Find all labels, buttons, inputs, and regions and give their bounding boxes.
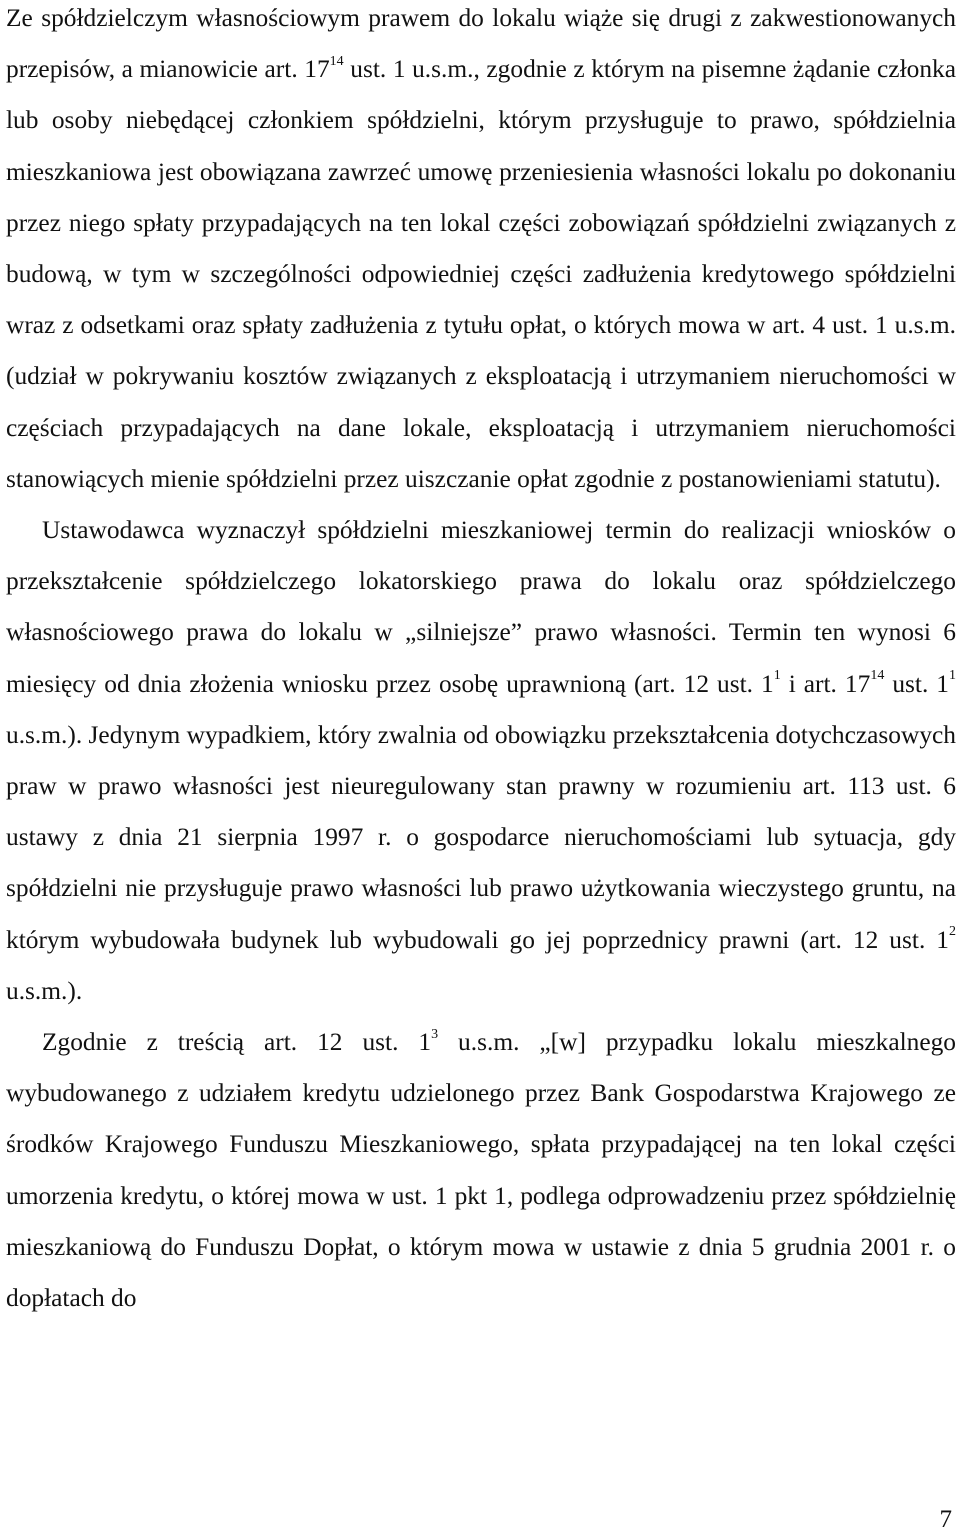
paragraph-2-text-2: i art. 17 bbox=[780, 669, 871, 698]
paragraph-2-text-4: u.s.m.). Jedynym wypadkiem, który zwalnia od obowiązku przekształcenia dotychczasowych praw w prawo własności jest nieuregulowany stan prawny w rozumieniu art. 113 ust. 6 ustawy z dnia 21 sierpnia 1997 r. o gospodarce nieruchomościami lub sytuacja, gdy spółdzielni nie przysługuje prawo własności lub prawo użytkowania wieczystego gruntu, na którym wybudowała budynek lub wybudowali go jej poprzednicy prawni (art. 12 ust. 1 bbox=[6, 720, 956, 954]
paragraph-2-text-5: u.s.m.). bbox=[6, 976, 83, 1005]
paragraph-3 bbox=[6, 1017, 956, 1324]
paragraph-1 bbox=[6, 0, 956, 505]
paragraph-2-text-1: Ustawodawca wyznaczył spółdzielni mieszkaniowej termin do realizacji wniosków o przekształcenie spółdzielczego lokatorskiego prawa do lokalu oraz spółdzielczego własnościowego prawa do lokalu w „silniejsze” prawo własności. Termin ten wynosi 6 miesięcy od dnia złożenia wniosku przez osobę uprawnioną (art. 12 ust. 1 bbox=[6, 516, 956, 698]
page-number: 7 bbox=[939, 1506, 952, 1533]
superscript: 2 bbox=[949, 924, 956, 940]
paragraph-3-text-2: u.s.m. „[w] przypadku lokalu mieszkalnego wybudowanego z udziałem kredytu udzielonego przez Bank Gospodarstwa Krajowego ze środków Krajowego Funduszu Mieszkaniowego, spłata przypadającej na ten lokal części umorzenia kredytu, o której mowa w ust. 1 pkt 1, podlega odprowadzeniu przez spółdzielnię mieszkaniową do Funduszu Dopłat, o którym mowa w ustawie z dnia 5 grudnia 2001 r. o dopłatach do bbox=[6, 1028, 957, 1313]
superscript: 1 bbox=[773, 668, 781, 684]
paragraph-3-text-1: Zgodnie z treścią art. 12 ust. 1 bbox=[42, 1028, 432, 1057]
paragraph-1-text-2: ust. 1 u.s.m., zgodnie z którym na pisemne żądanie członka lub osoby niebędącej członkiem spółdzielni, którym przysługuje to prawo, spółdzielnia mieszkaniowa jest obowiązana zawrzeć umowę przeniesienia własności lokalu po dokonaniu przez niego spłaty przypadających na ten lokal części zobowiązań spółdzielni związanych z budową, w tym w szczególności odpowiedniej części zadłużenia kredytowego spółdzielni wraz z odsetkami oraz spłaty zadłużenia z tytułu opłat, o których mowa w art. 4 ust. 1 u.s.m. (udział w pokrywaniu kosztów związanych z eksploatacją i utrzymaniem nieruchomości w częściach przypadających na dane lokale, eksploatacją i utrzymaniem nieruchomości stanowiących mienie spółdzielni przez uiszczanie opłat zgodnie z postanowieniami statutu). bbox=[6, 55, 956, 493]
paragraph-1-text-1: Ze spółdzielczym własnościowym prawem do lokalu wiąże się drugi z zakwestionowanych przepisów, a mianowicie art. 17 bbox=[6, 4, 956, 84]
superscript: 3 bbox=[431, 1026, 439, 1042]
superscript: 14 bbox=[329, 53, 344, 69]
document-page bbox=[6, 0, 956, 1324]
superscript: 1 bbox=[949, 668, 956, 684]
paragraph-2-text-3: ust. 1 bbox=[884, 669, 949, 698]
paragraph-2 bbox=[6, 505, 956, 1017]
superscript: 14 bbox=[870, 668, 885, 684]
